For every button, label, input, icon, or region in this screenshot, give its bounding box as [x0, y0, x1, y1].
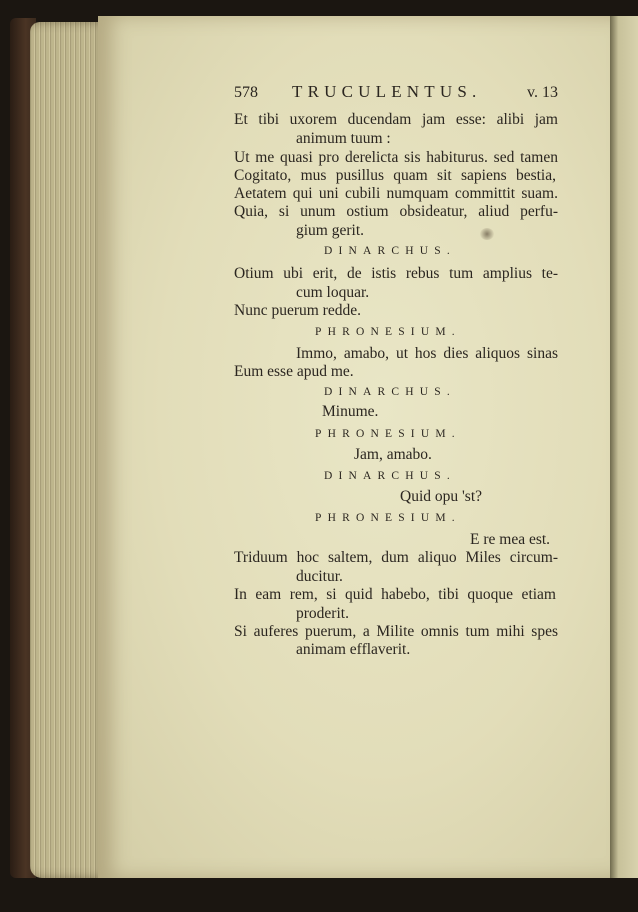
text-line: animum tuum : [296, 130, 391, 147]
text-line: Cogitato, mus pusillus quam sit sapiens bestia, [234, 167, 556, 184]
text-line: Immo, amabo, ut hos dies aliquos sinas [296, 345, 558, 362]
text-line: animam efflaverit. [296, 641, 411, 658]
text-line: Et tibi uxorem ducendam jam esse: alibi jam [234, 111, 558, 128]
text-line: Ut me quasi pro derelicta sis habiturus. sed tamen [234, 149, 558, 166]
text-line: proderit. [296, 605, 349, 622]
speaker-name: DINARCHUS. [324, 245, 456, 257]
page-number: 578 [234, 84, 258, 101]
text-line: Otium ubi erit, de istis rebus tum amplius te- [234, 265, 558, 282]
next-page-edge [610, 16, 638, 878]
text-line: E re mea est. [470, 531, 551, 548]
speaker-name: PHRONESIUM. [315, 428, 461, 440]
text-line: Eum esse apud me. [234, 363, 354, 380]
text-line: Aetatem qui uni cubili numquam committit suam. [234, 185, 558, 202]
text-line: Quid opu 'st? [400, 488, 483, 505]
text-line: gium gerit. [296, 222, 365, 239]
speaker-name: PHRONESIUM. [315, 512, 461, 524]
ink-stain [480, 228, 494, 240]
text-line: Nunc puerum redde. [234, 302, 361, 319]
text-line: Jam, amabo. [354, 446, 432, 463]
speaker-name: DINARCHUS. [324, 470, 456, 482]
speaker-name: DINARCHUS. [324, 386, 456, 398]
running-header [234, 82, 558, 104]
text-line: cum loquar. [296, 284, 370, 301]
speaker-name: PHRONESIUM. [315, 326, 461, 338]
text-line: Si auferes puerum, a Milite omnis tum mihi spes [234, 623, 558, 640]
text-line: Minume. [322, 403, 379, 420]
text-line: Triduum hoc saltem, dum aliquo Miles circum- [234, 549, 558, 566]
text-line: In eam rem, si quid habebo, tibi quoque etiam [234, 586, 556, 603]
text-line: ducitur. [296, 568, 343, 585]
verse-reference: v. 13 [527, 84, 558, 101]
page-edges [30, 22, 108, 878]
text-line: Quia, si unum ostium obsideatur, aliud perfu- [234, 203, 558, 220]
running-title: TRUCULENTUS. [292, 82, 482, 101]
